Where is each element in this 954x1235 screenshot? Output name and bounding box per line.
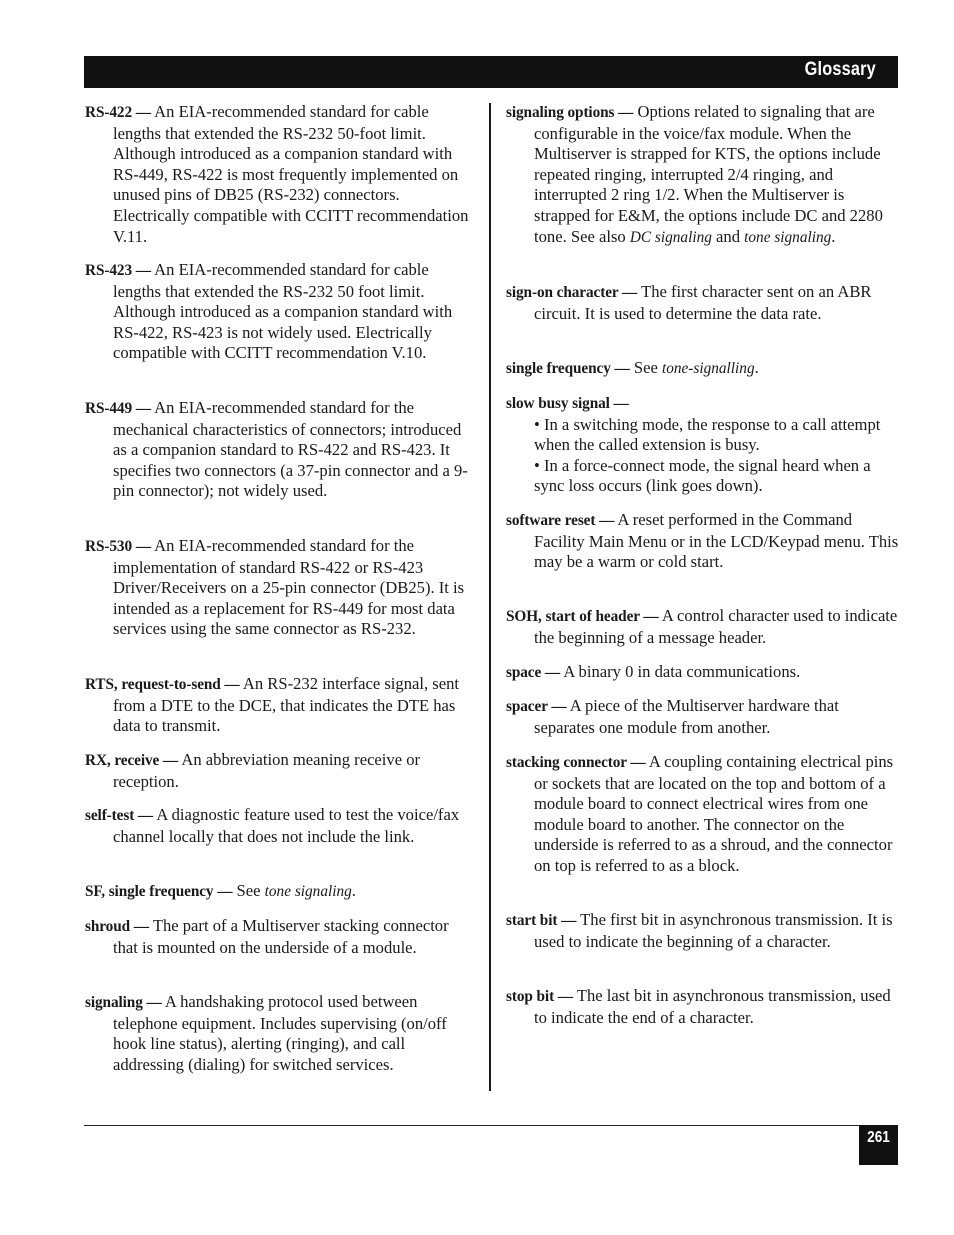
- glossary-definition: A control character used to indicate the beginning of a message header.: [534, 606, 898, 647]
- header-bar: [84, 56, 898, 88]
- footer-rule: [84, 1125, 898, 1126]
- glossary-definition: An EIA-recommended standard for the implementation of standard RS-422 or RS-423 Driver/Receivers on a 25-pin connector (DB25). It is intended as a replacement for RS-449 for most data services using the same connector as RS-232.: [113, 536, 465, 639]
- glossary-term: software reset —: [506, 512, 615, 529]
- glossary-definition: See: [232, 881, 265, 900]
- punctuation: .: [351, 881, 356, 900]
- glossary-term: RS-423 —: [85, 262, 151, 279]
- glossary-definition: An RS-232 interface signal, sent from a DTE to the DCE, that indicates the DTE has data to transmit.: [113, 674, 460, 736]
- glossary-entry-slow-busy-signal: [506, 393, 901, 497]
- conjunction: and: [711, 226, 745, 246]
- glossary-definition: A coupling containing electrical pins or sockets that are located on the top and bottom of a module board to connect electrical wires from one module board to another. The connector on the underside is referred to as a shroud, and the connector on top is referred to as a block.: [534, 752, 894, 875]
- glossary-entry-rs-423: [85, 260, 475, 364]
- glossary-entry-shroud: [85, 916, 475, 958]
- glossary-term: signaling options —: [506, 104, 634, 121]
- glossary-cross-reference: DC signaling: [629, 228, 712, 246]
- glossary-definition: A piece of the Multiserver hardware that separates one module from another.: [534, 696, 839, 737]
- bullet-item: • In a switching mode, the response to a call attempt when the called extension is busy.: [534, 414, 881, 455]
- glossary-definition: The part of a Multiserver stacking connector that is mounted on the underside of a module.: [113, 916, 449, 957]
- glossary-term: shroud —: [85, 918, 149, 935]
- glossary-term: start bit —: [506, 912, 577, 929]
- glossary-term: spacer —: [506, 698, 567, 715]
- punctuation: .: [754, 358, 759, 377]
- glossary-term: RS-422 —: [85, 104, 151, 121]
- glossary-entry-single-frequency: [506, 358, 759, 380]
- glossary-entry-sf: [85, 881, 356, 903]
- glossary-term: sign-on character —: [506, 284, 638, 301]
- glossary-term: signaling —: [85, 994, 162, 1011]
- glossary-cross-reference: tone signaling: [744, 228, 832, 246]
- glossary-entry-self-test: [85, 805, 475, 847]
- glossary-term: RS-449 —: [85, 400, 151, 417]
- glossary-term: stacking connector —: [506, 754, 646, 771]
- page-title: Glossary: [804, 59, 876, 80]
- glossary-entry-signaling: [85, 992, 475, 1075]
- page-number: 261: [867, 1129, 890, 1146]
- glossary-term: RX, receive —: [85, 752, 179, 769]
- glossary-definition: A diagnostic feature used to test the voice/fax channel locally that does not include the link.: [113, 805, 460, 846]
- glossary-term: space —: [506, 664, 561, 681]
- glossary-entry-stop-bit: [506, 986, 901, 1028]
- glossary-definition: A handshaking protocol used between telephone equipment. Includes supervising (on/off hook line status), alerting (ringing), and call addressing (dialing) for switched services.: [113, 992, 447, 1074]
- glossary-term: RS-530 —: [85, 538, 151, 555]
- glossary-entry-sign-on-character: [506, 282, 901, 324]
- bullet-item: • In a force-connect mode, the signal heard when a sync loss occurs (link goes down).: [534, 455, 871, 496]
- glossary-definition: An EIA-recommended standard for cable lengths that extended the RS-232 50-foot limit. Although introduced as a companion standard with RS-449, RS-422 is most frequently implemented on unused pins of DB25 (RS-232) connectors. Electrically compatible with CCITT recommendation V.11.: [113, 102, 469, 246]
- glossary-entry-rx: [85, 750, 475, 792]
- glossary-definition: See: [629, 358, 662, 377]
- punctuation: .: [831, 226, 836, 246]
- glossary-term: slow busy signal —: [506, 395, 629, 412]
- glossary-definition: An EIA-recommended standard for the mechanical characteristics of connectors; introduced as a companion standard to RS-422 and RS-423. It specifies two connectors (a 37-pin connector and a 9-pin connector); not widely used.: [113, 398, 468, 501]
- glossary-definition: The first bit in asynchronous transmission. It is used to indicate the beginning of a character.: [534, 910, 893, 951]
- glossary-entry-software-reset: [506, 510, 901, 573]
- glossary-term: stop bit —: [506, 988, 573, 1005]
- glossary-term: SOH, start of header —: [506, 608, 659, 625]
- glossary-definition: A reset performed in the Command Facility Main Menu or in the LCD/Keypad menu. This may be a warm or cold start.: [534, 510, 899, 572]
- glossary-definition: An EIA-recommended standard for cable lengths that extended the RS-232 50 foot limit. Although introduced as a companion standard with RS-422, RS-423 is not widely used. Electrically compatible with CCITT recommendation V.10.: [113, 260, 453, 363]
- glossary-entry-space: [506, 662, 800, 684]
- page-number-box: [859, 1125, 898, 1165]
- glossary-definition: The first character sent on an ABR circuit. It is used to determine the data rate.: [534, 282, 872, 323]
- glossary-definition: The last bit in asynchronous transmission, used to indicate the end of a character.: [534, 986, 891, 1027]
- glossary-cross-reference: tone-signalling: [661, 360, 755, 377]
- glossary-entry-spacer: [506, 696, 901, 738]
- column-divider: [489, 103, 491, 1091]
- glossary-entry-soh: [506, 606, 901, 648]
- glossary-term: single frequency —: [506, 360, 630, 377]
- glossary-entry-start-bit: [506, 910, 901, 952]
- glossary-cross-reference: tone signaling: [264, 883, 352, 900]
- glossary-entry-stacking-connector: [506, 752, 901, 877]
- glossary-term: self-test —: [85, 807, 154, 824]
- glossary-entry-rs-422: [85, 102, 475, 247]
- glossary-term: SF, single frequency —: [85, 883, 233, 900]
- glossary-entry-rts: [85, 674, 475, 737]
- glossary-definition: An abbreviation meaning receive or reception.: [113, 750, 421, 791]
- glossary-term: RTS, request-to-send —: [85, 676, 240, 693]
- glossary-entry-signaling-options: [506, 102, 901, 248]
- glossary-definition: A binary 0 in data communications.: [560, 662, 801, 681]
- glossary-definition: Options related to signaling that are configurable in the voice/fax module. When the Multiserver is strapped for KTS, the options include repeated ringing, interrupted 2/4 ringing, and interrupted 2 ring 1/2. When the Multiserver is strapped for E&M, the options include DC and 2280 tone. See also: [534, 102, 883, 246]
- glossary-entry-rs-530: [85, 536, 475, 640]
- glossary-entry-rs-449: [85, 398, 475, 502]
